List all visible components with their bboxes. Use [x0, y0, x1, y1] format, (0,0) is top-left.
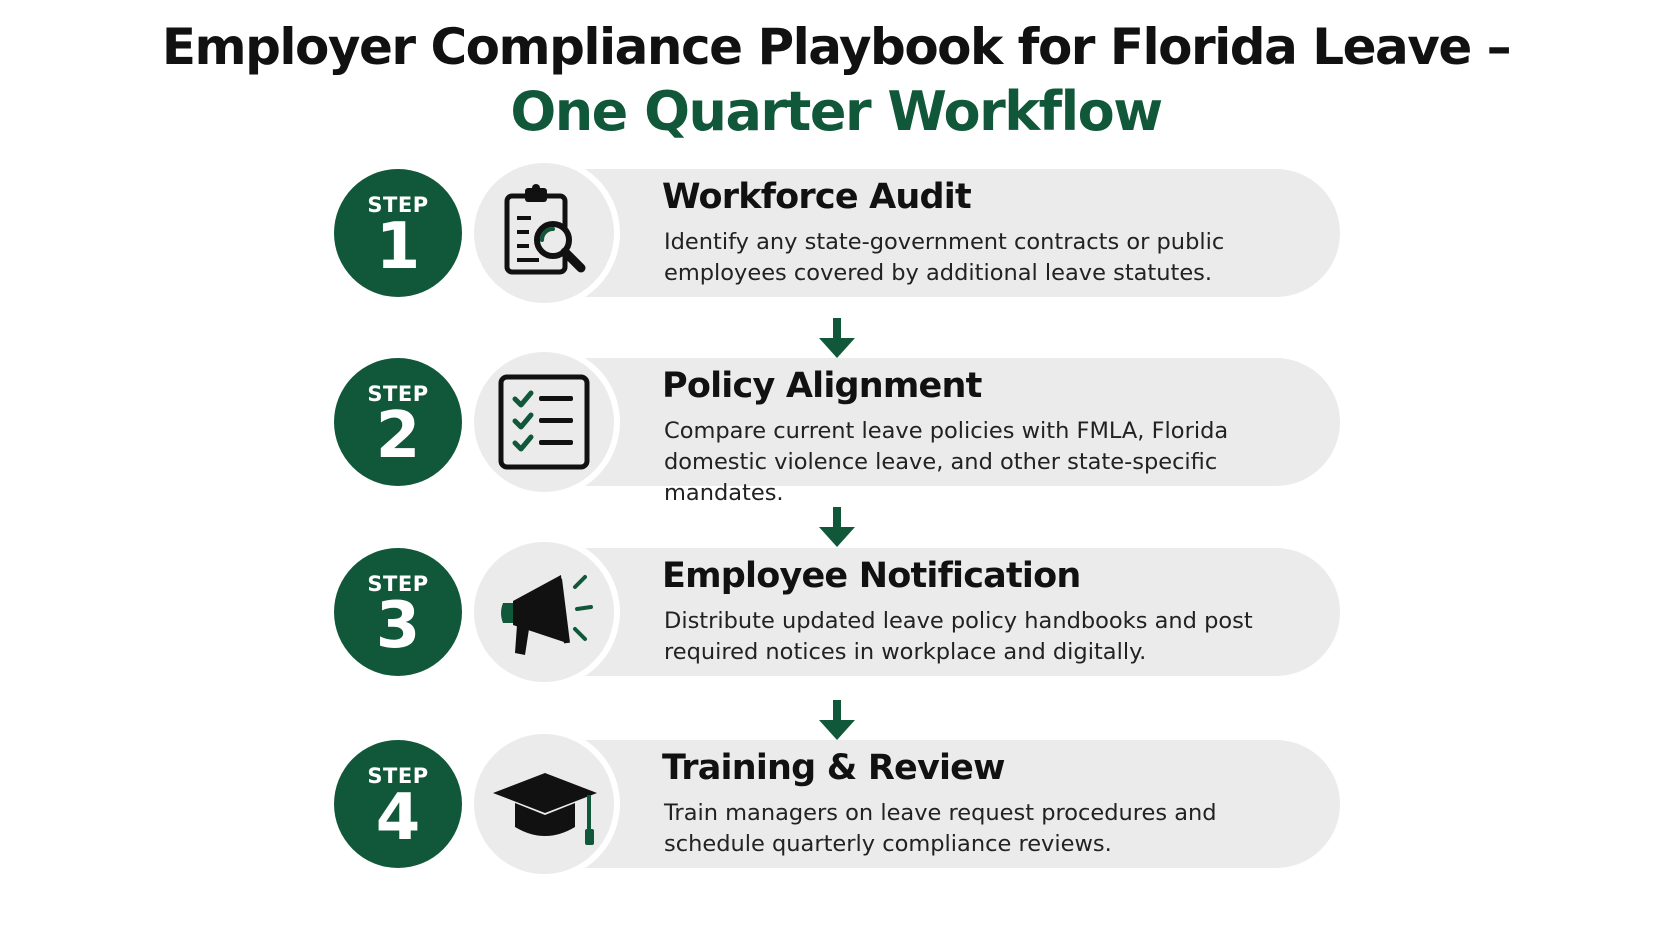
page-subtitle: One Quarter Workflow — [510, 80, 1162, 143]
step-4-icon-circle — [468, 728, 620, 880]
step-4-badge — [334, 740, 462, 868]
clipboard-magnifier-icon — [489, 178, 599, 288]
step-4-badge-number: 4 — [375, 781, 421, 855]
step-2-badge-number: 2 — [375, 399, 421, 473]
step-4-title: Training & Review — [662, 748, 1005, 788]
step-1-title: Workforce Audit — [662, 177, 971, 217]
step-4-description: Train managers on leave request procedures and schedule quarterly compliance reviews. — [664, 800, 1217, 857]
step-3-badge — [334, 548, 462, 676]
step-3-badge-label: STEP — [367, 572, 429, 596]
step-1 — [0, 157, 1672, 307]
step-2-badge — [334, 358, 462, 486]
checklist-icon — [489, 367, 599, 477]
step-2-title: Policy Alignment — [662, 366, 982, 406]
step-4 — [0, 728, 1672, 878]
step-1-icon-circle — [468, 157, 620, 309]
graduation-cap-icon — [489, 749, 599, 859]
step-1-badge-label: STEP — [367, 193, 429, 217]
step-1-description: Identify any state-government contracts or public employees covered by additional leave statutes. — [664, 229, 1225, 286]
step-1-badge-number: 1 — [375, 210, 421, 284]
page-title: Employer Compliance Playbook for Florida Leave – — [161, 18, 1511, 76]
step-3-icon-circle — [468, 536, 620, 688]
step-3-badge-number: 3 — [375, 589, 421, 663]
step-4-badge-label: STEP — [367, 764, 429, 788]
step-3-description: Distribute updated leave policy handbooks and post required notices in workplace and digitally. — [664, 608, 1253, 665]
step-2-description: Compare current leave policies with FMLA, Florida domestic violence leave, and other state-specific mandates. — [664, 418, 1229, 506]
megaphone-icon — [489, 557, 599, 667]
step-2-badge-label: STEP — [367, 382, 429, 406]
step-2 — [0, 346, 1672, 506]
step-1-badge — [334, 169, 462, 297]
step-2-icon-circle — [468, 346, 620, 498]
step-3 — [0, 536, 1672, 686]
step-3-title: Employee Notification — [662, 556, 1081, 596]
